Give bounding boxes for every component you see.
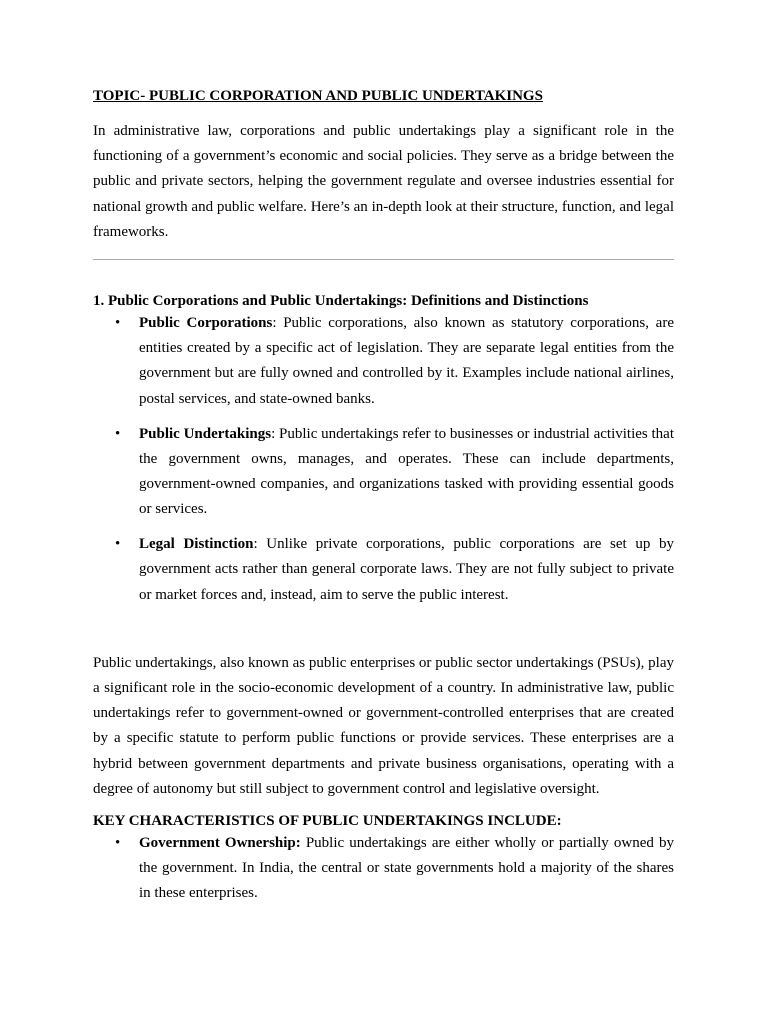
list-item-term: Government Ownership: (139, 835, 301, 852)
list-item-sep: : (271, 425, 276, 442)
page-title: TOPIC- PUBLIC CORPORATION AND PUBLIC UNDERTAKINGS (93, 88, 543, 104)
list-item (93, 532, 674, 608)
section-heading-definitions: 1. Public Corporations and Public Undertakings: Definitions and Distinctions (93, 293, 589, 310)
intro-paragraph: In administrative law, corporations and public undertakings play a significant role in the functioning of a government’s economic and social policies. They serve as a bridge between the public and private sectors, helping the government regulate and oversee industries essential for national growth and public welfare. Here’s an in-depth look at their structure, function, and legal frameworks. (93, 123, 674, 240)
list-item-term: Public Undertakings (139, 425, 272, 442)
list-item-sep: : (253, 536, 258, 553)
list-item-text: Public undertakings are either wholly or partially owned by the government. In India, the central or state governments hold a majority of the shares in these enterprises. (139, 835, 674, 902)
list-item (93, 831, 674, 907)
list-item-text: Public undertakings refer to businesses or industrial activities that the government owns, manages, and operates. These can include departments, government-owned companies, and organizations tasked with providing essential goods or services. (139, 425, 675, 518)
list-item-text: Unlike private corporations, public corporations are set up by government acts rather than general corporate laws. They are not fully subject to private or market forces and, instead, aim to serve the public interest. (139, 536, 674, 603)
characteristics-list (93, 831, 674, 907)
bullet-icon: • (115, 835, 121, 852)
bullet-icon: • (115, 425, 121, 442)
bullet-icon: • (115, 315, 121, 332)
document-page (93, 86, 674, 907)
psu-paragraph: Public undertakings, also known as public enterprises or public sector undertakings (PSUs), play a significant role in the socio-economic development of a country. In administrative law, public undertakings refer to government-owned or government-controlled enterprises that are created by a specific statute to perform public functions or provide services. These enterprises are a hybrid between government departments and private business organisations, operating with a degree of autonomy but still subject to government control and legislative oversight. (93, 654, 674, 797)
horizontal-divider (93, 259, 674, 260)
list-item-term: Legal Distinction (139, 536, 254, 553)
section-heading-characteristics: KEY CHARACTERISTICS OF PUBLIC UNDERTAKINGS INCLUDE: (93, 813, 562, 830)
definitions-list (93, 311, 674, 608)
bullet-icon: • (115, 536, 121, 553)
list-item-text: Public corporations, also known as statutory corporations, are entities created by a specific act of legislation. They are separate legal entities from the government but are fully owned and controlled by it. Examples include national airlines, postal services, and state-owned banks. (139, 315, 674, 407)
list-item (93, 422, 674, 523)
list-item-sep: : (272, 315, 277, 332)
list-item (93, 311, 674, 412)
list-item-term: Public Corporations (139, 315, 273, 332)
